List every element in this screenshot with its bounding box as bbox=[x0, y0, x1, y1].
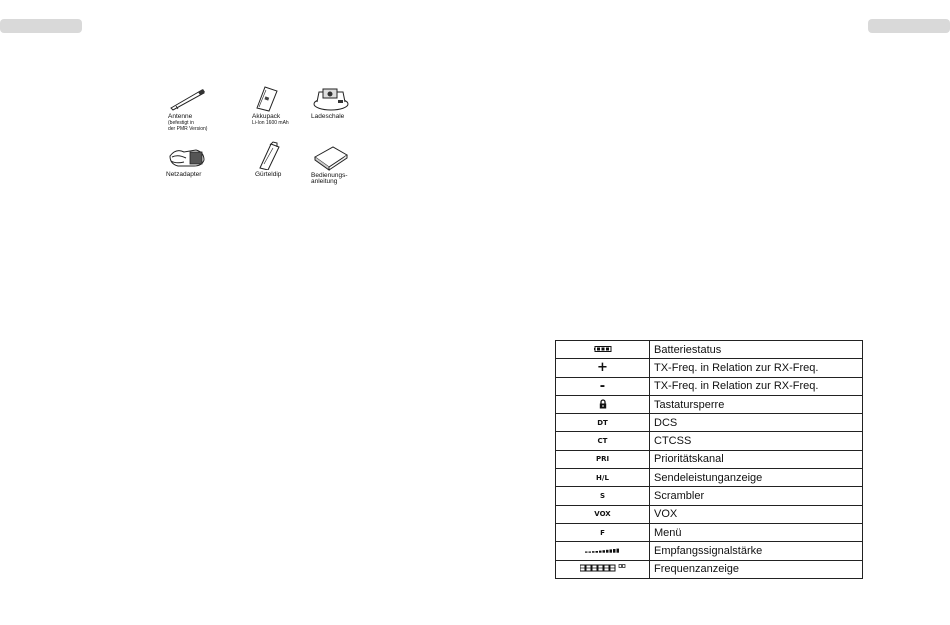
description-cell: Sendeleistunganzeige bbox=[650, 469, 863, 487]
accessory-sublabel: der PMR Version) bbox=[168, 126, 208, 132]
symbol-cell bbox=[556, 341, 650, 359]
description-cell: Batteriestatus bbox=[650, 341, 863, 359]
table-row bbox=[556, 469, 863, 487]
accessory-antenna bbox=[168, 86, 208, 132]
symbol-cell: S bbox=[556, 487, 650, 505]
description-cell: Empfangssignalstärke bbox=[650, 542, 863, 560]
description-cell: DCS bbox=[650, 414, 863, 432]
table-row bbox=[556, 505, 863, 523]
accessory-manual bbox=[311, 143, 371, 185]
description-cell: Scrambler bbox=[650, 487, 863, 505]
accessory-label: Ladeschale bbox=[311, 113, 345, 120]
antenna-icon bbox=[168, 86, 208, 112]
display-symbols-table bbox=[555, 340, 863, 579]
manual-icon bbox=[311, 143, 351, 171]
symbol-cell bbox=[556, 560, 650, 578]
table-row bbox=[556, 450, 863, 468]
accessory-sublabel: (befestigt in bbox=[168, 120, 194, 126]
table-row bbox=[556, 487, 863, 505]
table-row bbox=[556, 359, 863, 377]
charging-cradle-icon bbox=[311, 86, 351, 112]
accessory-label: Netzadapter bbox=[166, 171, 202, 178]
page-tab-left bbox=[0, 19, 82, 33]
battery-status-icon bbox=[594, 346, 612, 352]
description-cell: Menü bbox=[650, 523, 863, 541]
signal-strength-icon bbox=[585, 547, 621, 553]
accessory-battery-pack bbox=[252, 84, 289, 126]
accessory-belt-clip bbox=[255, 140, 285, 178]
accessory-sublabel: Li-Ion 1600 mAh bbox=[252, 120, 289, 126]
table-row bbox=[556, 395, 863, 413]
table-row bbox=[556, 341, 863, 359]
accessory-label: Akkupack bbox=[252, 113, 281, 120]
description-cell: Frequenzanzeige bbox=[650, 560, 863, 578]
table-row bbox=[556, 560, 863, 578]
symbol-cell: F bbox=[556, 523, 650, 541]
accessory-sublabel: anleitung bbox=[311, 178, 338, 185]
symbol-cell: H/L bbox=[556, 469, 650, 487]
table-row bbox=[556, 542, 863, 560]
description-cell: CTCSS bbox=[650, 432, 863, 450]
table-row bbox=[556, 377, 863, 395]
symbol-cell bbox=[556, 542, 650, 560]
symbol-cell: DT bbox=[556, 414, 650, 432]
power-adapter-icon bbox=[166, 144, 208, 170]
accessory-label: Bedienungs- bbox=[311, 172, 348, 179]
symbol-cell bbox=[556, 395, 650, 413]
belt-clip-icon bbox=[255, 140, 285, 170]
accessory-power-adapter bbox=[166, 144, 208, 178]
battery-pack-icon bbox=[252, 84, 282, 112]
lock-icon bbox=[599, 399, 607, 409]
table-row bbox=[556, 432, 863, 450]
description-cell: Prioritätskanal bbox=[650, 450, 863, 468]
accessory-label: Gürteldip bbox=[255, 171, 282, 178]
description-cell: TX-Freq. in Relation zur RX-Freq. bbox=[650, 359, 863, 377]
description-cell: Tastatursperre bbox=[650, 395, 863, 413]
description-cell: VOX bbox=[650, 505, 863, 523]
table-row bbox=[556, 414, 863, 432]
accessory-label: Antenne bbox=[168, 113, 193, 120]
table-row bbox=[556, 523, 863, 541]
frequency-display-icon bbox=[580, 564, 626, 572]
symbol-cell: CT bbox=[556, 432, 650, 450]
symbol-cell: PRI bbox=[556, 450, 650, 468]
accessory-charging-cradle bbox=[311, 86, 351, 120]
plus-icon: + bbox=[556, 359, 650, 377]
page-tab-right bbox=[868, 19, 950, 33]
minus-icon: - bbox=[556, 377, 650, 395]
description-cell: TX-Freq. in Relation zur RX-Freq. bbox=[650, 377, 863, 395]
symbol-cell: VOX bbox=[556, 505, 650, 523]
